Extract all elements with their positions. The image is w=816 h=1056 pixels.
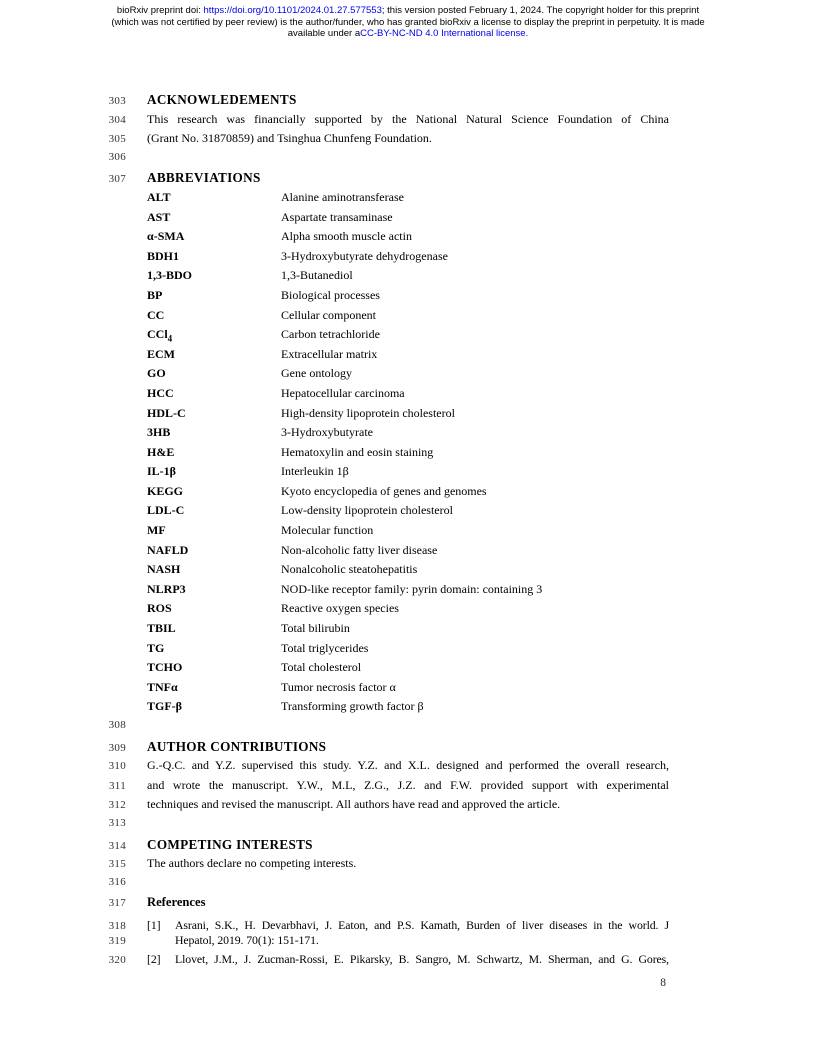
abbreviation-term: KEGG <box>147 483 184 498</box>
abbreviation-definition: Extracellular matrix <box>281 346 378 361</box>
header-line3-pre: available under a <box>287 28 361 39</box>
abbreviation-term: ECM <box>147 346 175 361</box>
abbreviation-term: 3HB <box>147 425 171 440</box>
abbreviation-definition: Nonalcoholic steatohepatitis <box>281 562 418 577</box>
abbreviation-row <box>0 543 816 563</box>
abbreviation-definition: NOD-like receptor family: pyrin domain: containing 3 <box>281 581 543 596</box>
abbreviation-row <box>0 562 816 582</box>
subscript: 4 <box>167 333 173 344</box>
abbreviation-definition: Interleukin 1β <box>281 464 349 479</box>
abbreviation-row <box>0 445 816 465</box>
abbreviation-definition: Tumor necrosis factor α <box>281 679 396 694</box>
abbreviation-term: TBIL <box>147 621 176 636</box>
abbreviation-definition: Molecular function <box>281 523 374 538</box>
paragraph-line: G.-Q.C. and Y.Z. supervised this study. Y.Z. and X.L. designed and performed the overall research, <box>147 758 669 773</box>
abbreviation-definition: Biological processes <box>281 287 380 302</box>
header-line-1 <box>0 5 816 17</box>
abbreviation-row <box>0 503 816 523</box>
abbreviation-definition: Carbon tetrachloride <box>281 327 380 342</box>
heading-row-author-contributions <box>0 739 816 759</box>
heading-row-references <box>0 895 816 915</box>
text-row <box>0 131 816 151</box>
abbreviation-term: IL-1β <box>147 464 176 479</box>
heading-row-competing-interests <box>0 837 816 857</box>
reference-row <box>0 933 816 948</box>
section-heading-acknowledgements: ACKNOWLEDEMENTS <box>147 92 297 107</box>
abbreviation-term: α-SMA <box>147 229 185 244</box>
reference-text: Hepatol, 2019. 70(1): 151-171. <box>175 932 319 947</box>
abbreviation-term: ALT <box>147 189 171 204</box>
abbreviation-row <box>0 268 816 288</box>
biorxiv-header-notice <box>0 5 816 40</box>
header-line1-pre: bioRxiv preprint doi: <box>116 5 204 16</box>
abbreviation-definition: Low-density lipoprotein cholesterol <box>281 503 453 518</box>
abbreviation-row <box>0 190 816 210</box>
abbreviation-row <box>0 210 816 230</box>
abbreviation-term: CC <box>147 307 165 322</box>
heading-row-acknowledgements <box>0 92 816 112</box>
text-row <box>0 758 816 778</box>
abbreviation-row <box>0 406 816 426</box>
abbreviation-term: HDL-C <box>147 405 186 420</box>
section-heading-references: References <box>147 895 206 910</box>
abbreviation-term: 1,3-BDO <box>147 268 192 283</box>
abbreviation-term: MF <box>147 523 166 538</box>
line-number: 307 <box>108 173 126 186</box>
reference-row <box>0 918 816 933</box>
header-line1-post: ; this version posted February 1, 2024. The copyright holder for this preprint <box>381 5 700 16</box>
section-heading-author-contributions: AUTHOR CONTRIBUTIONS <box>147 738 327 754</box>
abbreviation-definition: Hepatocellular carcinoma <box>281 385 405 400</box>
blank-row <box>0 151 816 171</box>
abbreviation-row <box>0 601 816 621</box>
line-number: 309 <box>108 741 126 754</box>
abbreviation-row <box>0 425 816 445</box>
reference-marker: [1] <box>147 917 161 932</box>
line-number: 313 <box>108 816 126 829</box>
heading-row-abbreviations <box>0 170 816 190</box>
abbreviation-term: LDL-C <box>147 503 185 518</box>
abbreviation-row <box>0 660 816 680</box>
abbreviation-row <box>0 229 816 249</box>
abbreviation-definition: 3-Hydroxybutyrate <box>281 425 373 440</box>
line-number: 319 <box>108 934 126 947</box>
abbreviation-row <box>0 288 816 308</box>
manuscript-body <box>0 92 816 967</box>
blank-row <box>0 817 816 837</box>
abbreviation-definition: 1,3-Butanediol <box>281 268 353 283</box>
line-number: 303 <box>108 95 126 107</box>
abbreviation-term: TGF-β <box>147 699 182 714</box>
abbreviation-term: HCC <box>147 385 174 400</box>
abbreviation-row <box>0 386 816 406</box>
abbreviation-term: TG <box>147 640 165 655</box>
abbreviation-row <box>0 523 816 543</box>
paragraph-line: This research was financially supported by the National Natural Science Foundation of China <box>147 111 669 126</box>
abbreviation-definition: Transforming growth factor β <box>281 699 424 714</box>
page-number: 8 <box>660 977 666 989</box>
abbreviation-row <box>0 484 816 504</box>
abbreviation-definition: Total bilirubin <box>281 621 350 636</box>
abbreviation-definition: Hematoxylin and eosin staining <box>281 444 434 459</box>
abbreviation-definition: Aspartate transaminase <box>281 209 393 224</box>
abbreviation-term: AST <box>147 209 171 224</box>
abbreviation-row <box>0 366 816 386</box>
line-number: 318 <box>108 919 126 932</box>
abbreviation-term: BP <box>147 287 163 302</box>
paragraph-line: The authors declare no competing interests. <box>147 856 357 871</box>
line-number: 308 <box>108 719 126 731</box>
line-number: 305 <box>108 133 126 146</box>
abbreviation-definition: Total cholesterol <box>281 660 362 675</box>
line-number: 311 <box>109 779 126 792</box>
section-heading-competing-interests: COMPETING INTERESTS <box>147 836 313 852</box>
line-number: 312 <box>108 799 126 812</box>
abbreviation-definition: Total triglycerides <box>281 640 369 655</box>
line-number: 310 <box>108 760 126 773</box>
blank-row <box>0 876 816 896</box>
reference-marker: [2] <box>147 952 161 967</box>
abbreviation-row <box>0 249 816 269</box>
abbreviation-definition: Kyoto encyclopedia of genes and genomes <box>281 483 487 498</box>
section-heading-abbreviations: ABBREVIATIONS <box>147 170 261 186</box>
abbreviation-term: H&E <box>147 444 175 459</box>
header-line-2: (which was not certified by peer review) is the author/funder, who has granted bioRxiv a license to display the preprint in perpetuity. It is made <box>111 16 705 28</box>
paragraph-line: and wrote the manuscript. Y.W., M.L, Z.G., J.Z. and F.W. provided support with experimental <box>147 777 669 792</box>
abbreviation-term: ROS <box>147 601 172 616</box>
text-row <box>0 856 816 876</box>
abbreviation-term: GO <box>147 366 166 381</box>
abbreviation-definition: Alanine aminotransferase <box>281 189 404 204</box>
paragraph-line: (Grant No. 31870859) and Tsinghua Chunfeng Foundation. <box>147 131 432 146</box>
text-row <box>0 797 816 817</box>
doi-link[interactable]: https://doi.org/10.1101/2024.01.27.577553 <box>203 5 382 16</box>
line-number: 306 <box>108 150 126 163</box>
line-number: 304 <box>108 113 126 126</box>
abbreviation-row <box>0 327 816 347</box>
text-row <box>0 112 816 132</box>
abbreviation-definition: Cellular component <box>281 307 376 322</box>
abbreviation-term: NASH <box>147 562 181 577</box>
line-number: 314 <box>108 839 126 852</box>
abbreviation-term: NLRP3 <box>147 581 186 596</box>
abbreviation-term: NAFLD <box>147 542 189 557</box>
reference-row <box>0 952 816 967</box>
abbreviation-definition: 3-Hydroxybutyrate dehydrogenase <box>281 248 448 263</box>
abbreviation-row <box>0 699 816 719</box>
abbreviation-row <box>0 308 816 328</box>
abbreviation-row <box>0 680 816 700</box>
abbreviation-term: BDH1 <box>147 248 180 263</box>
abbreviation-definition: Gene ontology <box>281 366 352 381</box>
abbreviation-term: TNFα <box>147 679 178 694</box>
reference-text: Asrani, S.K., H. Devarbhavi, J. Eaton, and P.S. Kamath, Burden of liver diseases in the world. J <box>175 917 669 932</box>
abbreviation-definition: Non-alcoholic fatty liver disease <box>281 542 438 557</box>
abbreviation-term: TCHO <box>147 660 183 675</box>
abbreviation-definition: High-density lipoprotein cholesterol <box>281 405 455 420</box>
reference-text: Llovet, J.M., J. Zucman-Rossi, E. Pikarsky, B. Sangro, M. Schwartz, M. Sherman, and G. Gores, <box>175 952 669 967</box>
abbreviation-row <box>0 582 816 602</box>
abbreviation-row <box>0 621 816 641</box>
abbreviation-definition: Reactive oxygen species <box>281 601 399 616</box>
abbreviation-definition: Alpha smooth muscle actin <box>281 229 412 244</box>
abbreviation-term: CCl$_4$ <box>147 327 173 344</box>
line-number: 315 <box>108 858 126 871</box>
abbreviation-row <box>0 641 816 661</box>
text-row <box>0 778 816 798</box>
paragraph-line: techniques and revised the manuscript. All authors have read and approved the article. <box>147 797 561 812</box>
header-line3-post: . <box>525 28 529 39</box>
line-number: 317 <box>108 897 126 910</box>
header-line-3 <box>0 28 816 40</box>
line-number: 316 <box>108 875 126 888</box>
line-number: 320 <box>108 954 126 967</box>
blank-row <box>0 719 816 739</box>
abbreviation-row <box>0 464 816 484</box>
abbreviation-row <box>0 347 816 367</box>
license-link[interactable]: CC-BY-NC-ND 4.0 International license <box>360 28 526 39</box>
